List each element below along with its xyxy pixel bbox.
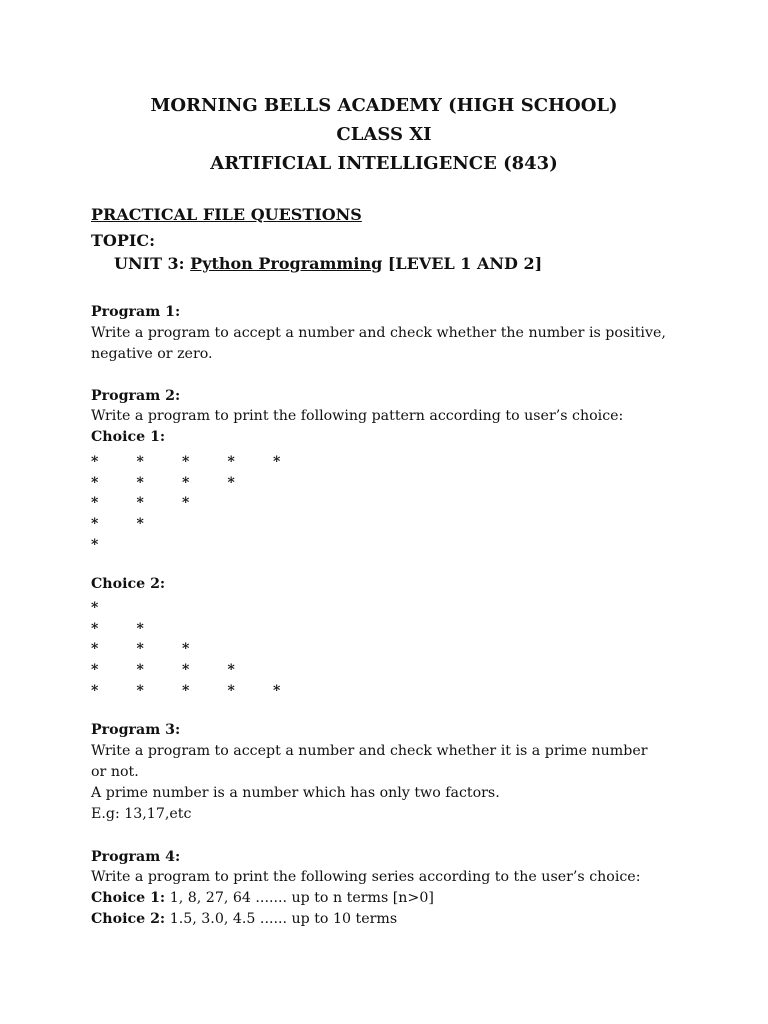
asterisk-icon: * [136,620,144,637]
program4-choice1-text: 1, 8, 27, 64 ....... up to n terms [n>0] [165,890,434,906]
asterisk-icon: * [136,516,144,533]
asterisk-icon: * [91,516,99,533]
program1-title: Program 1: [91,304,181,320]
program4-choice2-label: Choice 2: [91,911,166,927]
asterisk-icon: * [91,600,99,616]
asterisk-icon: * [136,641,144,658]
pattern2-row [91,598,311,618]
pattern2-row [91,639,311,659]
program2-choice2-label: Choice 2: [91,576,166,592]
section-title: PRACTICAL FILE QUESTIONS [91,205,362,224]
program2-line1: Write a program to print the following pattern according to user’s choice: [91,408,624,424]
pattern1-row [91,493,311,513]
asterisk-icon: * [136,495,144,512]
asterisk-icon: * [273,454,281,470]
program4-choice2 [91,909,397,929]
unit-name: Python Programming [190,254,383,273]
program3-line2: or not. [91,764,139,780]
asterisk-icon: * [273,682,281,699]
topic-label: TOPIC: [91,231,155,250]
subject-name: ARTIFICIAL INTELLIGENCE (843) [210,153,558,174]
asterisk-icon: * [91,495,99,512]
asterisk-icon: * [91,474,99,491]
pattern1-row [91,452,311,472]
asterisk-icon: * [136,474,144,491]
asterisk-icon: * [136,682,144,699]
program4-choice1-label: Choice 1: [91,890,166,906]
pattern2-row [91,619,311,639]
program4-choice2-text: 1.5, 3.0, 4.5 ...... up to 10 terms [165,911,398,927]
program4-title: Program 4: [91,849,181,865]
asterisk-icon: * [136,662,144,679]
program1-line2: negative or zero. [91,346,213,362]
asterisk-icon: * [182,454,190,470]
program4-choice1 [91,888,434,908]
asterisk-icon: * [91,682,99,699]
unit-heading [114,254,542,274]
program1-line1: Write a program to accept a number and check whether the number is positive, [91,325,666,341]
unit-suffix: [LEVEL 1 AND 2] [382,254,543,273]
program3-line3: A prime number is a number which has only two factors. [91,785,500,801]
pattern2-row [91,681,311,701]
asterisk-icon: * [182,662,190,679]
asterisk-icon: * [182,474,190,491]
asterisk-icon: * [91,620,99,637]
asterisk-icon: * [227,682,235,699]
program3-line4: E.g: 13,17,etc [91,806,192,822]
program2-title: Program 2: [91,388,181,404]
pattern2-row [91,660,311,680]
asterisk-icon: * [182,641,190,658]
asterisk-icon: * [227,474,235,491]
pattern1-row [91,514,311,534]
program3-title: Program 3: [91,722,181,738]
pattern1-row [91,473,311,493]
school-name: MORNING BELLS ACADEMY (HIGH SCHOOL) [150,95,618,116]
asterisk-icon: * [182,682,190,699]
asterisk-icon: * [227,454,235,470]
asterisk-icon: * [182,495,190,512]
class-name: CLASS XI [336,124,432,145]
asterisk-icon: * [91,454,99,470]
asterisk-icon: * [91,536,99,553]
document-header [0,91,768,178]
program2-choice1-label: Choice 1: [91,429,166,445]
asterisk-icon: * [136,454,144,470]
asterisk-icon: * [227,662,235,679]
asterisk-icon: * [91,662,99,679]
unit-prefix: UNIT 3: [114,254,191,273]
program3-line1: Write a program to accept a number and check whether it is a prime number [91,743,648,759]
program4-line1: Write a program to print the following series according to the user’s choice: [91,869,641,885]
asterisk-icon: * [91,641,99,658]
pattern1-row [91,535,311,555]
